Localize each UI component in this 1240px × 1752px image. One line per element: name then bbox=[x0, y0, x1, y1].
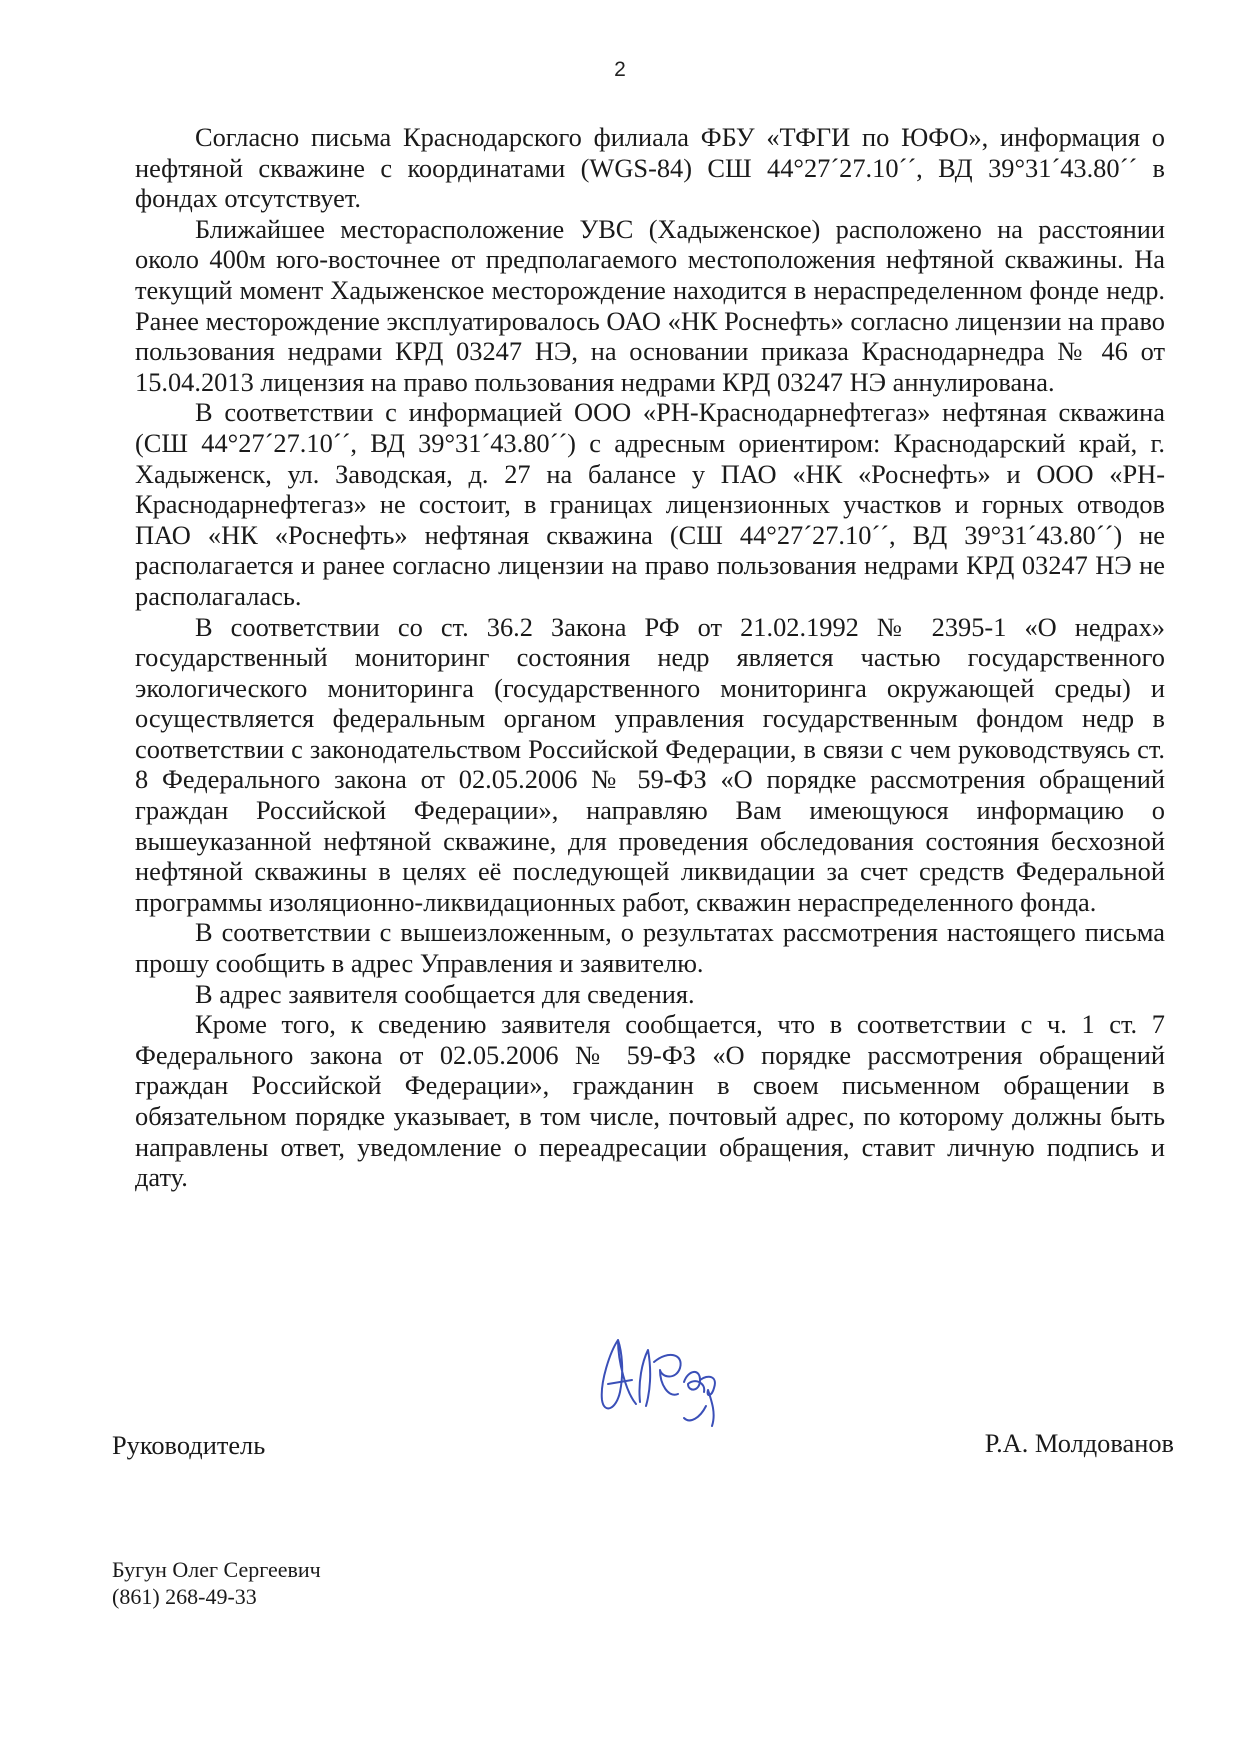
paragraph-legal-basis: В соответствии со ст. 36.2 Закона РФ от 21.02.1992 № 2395-1 «О недрах» государственный мониторинг состояния недр является частью государственного экологического мониторинга (государственного мониторинга окружающей среды) и осуществляется федеральным органом управления государственным фондом недр в соответствии с законодательством Российской Федерации, в связи с чем руководствуясь ст. 8 Федерального закона от 02.05.2006 № 59-ФЗ «О порядке рассмотрения обращений граждан Российской Федерации», направляю Вам имеющуюся информацию о вышеуказанной нефтяной скважине, для проведения обследования состояния бесхозной нефтяной скважины в целях её последующей ликвидации за счет средств Федеральной программы изоляционно-ликвидационных работ, скважин нераспределенного фонда. bbox=[135, 611, 1165, 917]
contact-block bbox=[112, 1556, 321, 1610]
letter-body bbox=[135, 122, 1165, 1193]
paragraph-nearest-field: Ближайшее месторасположение УВС (Хадыженское) расположено на расстоянии около 400м юго-восточнее от предполагаемого местоположения нефтяной скважины. На текущий момент Хадыженское месторождение находится в нераспределенном фонде недр. Ранее месторождение эксплуатировалось ОАО «НК Роснефть» согласно лицензии на право пользования недрами КРД 03247 НЭ, на основании приказа Краснодарнедра № 46 от 15.04.2013 лицензия на право пользования недрами КРД 03247 НЭ аннулирована. bbox=[135, 213, 1165, 397]
handwritten-signature bbox=[588, 1322, 738, 1432]
paragraph-rosneft-info: В соответствии с информацией ООО «РН-Краснодарнефтегаз» нефтяная скважина (СШ 44°27´27.10´´, ВД 39°31´43.80´´) с адресным ориентиром: Краснодарский край, г. Хадыженск, ул. Заводская, д. 27 на балансе у ПАО «НК «Роснефть» и ООО «РН-Краснодарнефтегаз» не состоит, в границах лицензионных участков и горных отводов ПАО «НК «Роснефть» нефтяная скважина (СШ 44°27´27.10´´, ВД 39°31´43.80´´) не располагается и ранее согласно лицензии на право пользования недрами КРД 03247 НЭ не располагалась. bbox=[135, 397, 1165, 611]
contact-phone: (861) 268-49-33 bbox=[112, 1584, 257, 1609]
contact-person: Бугун Олег Сергеевич bbox=[112, 1557, 321, 1582]
page-number: 2 bbox=[614, 58, 626, 81]
paragraph-archive-info: Согласно письма Краснодарского филиала ФБУ «ТФГИ по ЮФО», информация о нефтяной скважине с координатами (WGS-84) СШ 44°27´27.10´´, ВД 39°31´43.80´´ в фондах отсутствует. bbox=[135, 122, 1165, 214]
paragraph-request: В соответствии с вышеизложенным, о результатах рассмотрения настоящего письма прошу сообщить в адрес Управления и заявителю. bbox=[135, 917, 1165, 979]
signatory-name: Р.А. Молдованов bbox=[984, 1428, 1174, 1458]
paragraph-additional-info: Кроме того, к сведению заявителя сообщается, что в соответствии с ч. 1 ст. 7 Федерального закона от 02.05.2006 № 59-ФЗ «О порядке рассмотрения обращений граждан Российской Федерации», гражданин в своем письменном обращении в обязательном порядке указывает, в том числе, почтовый адрес, по которому должны быть направлены ответ, уведомление о переадресации обращения, ставит личную подпись и дату. bbox=[135, 1009, 1165, 1193]
paragraph-applicant-notice: В адрес заявителя сообщается для сведения. bbox=[195, 978, 695, 1009]
signatory-title: Руководитель bbox=[112, 1430, 266, 1460]
